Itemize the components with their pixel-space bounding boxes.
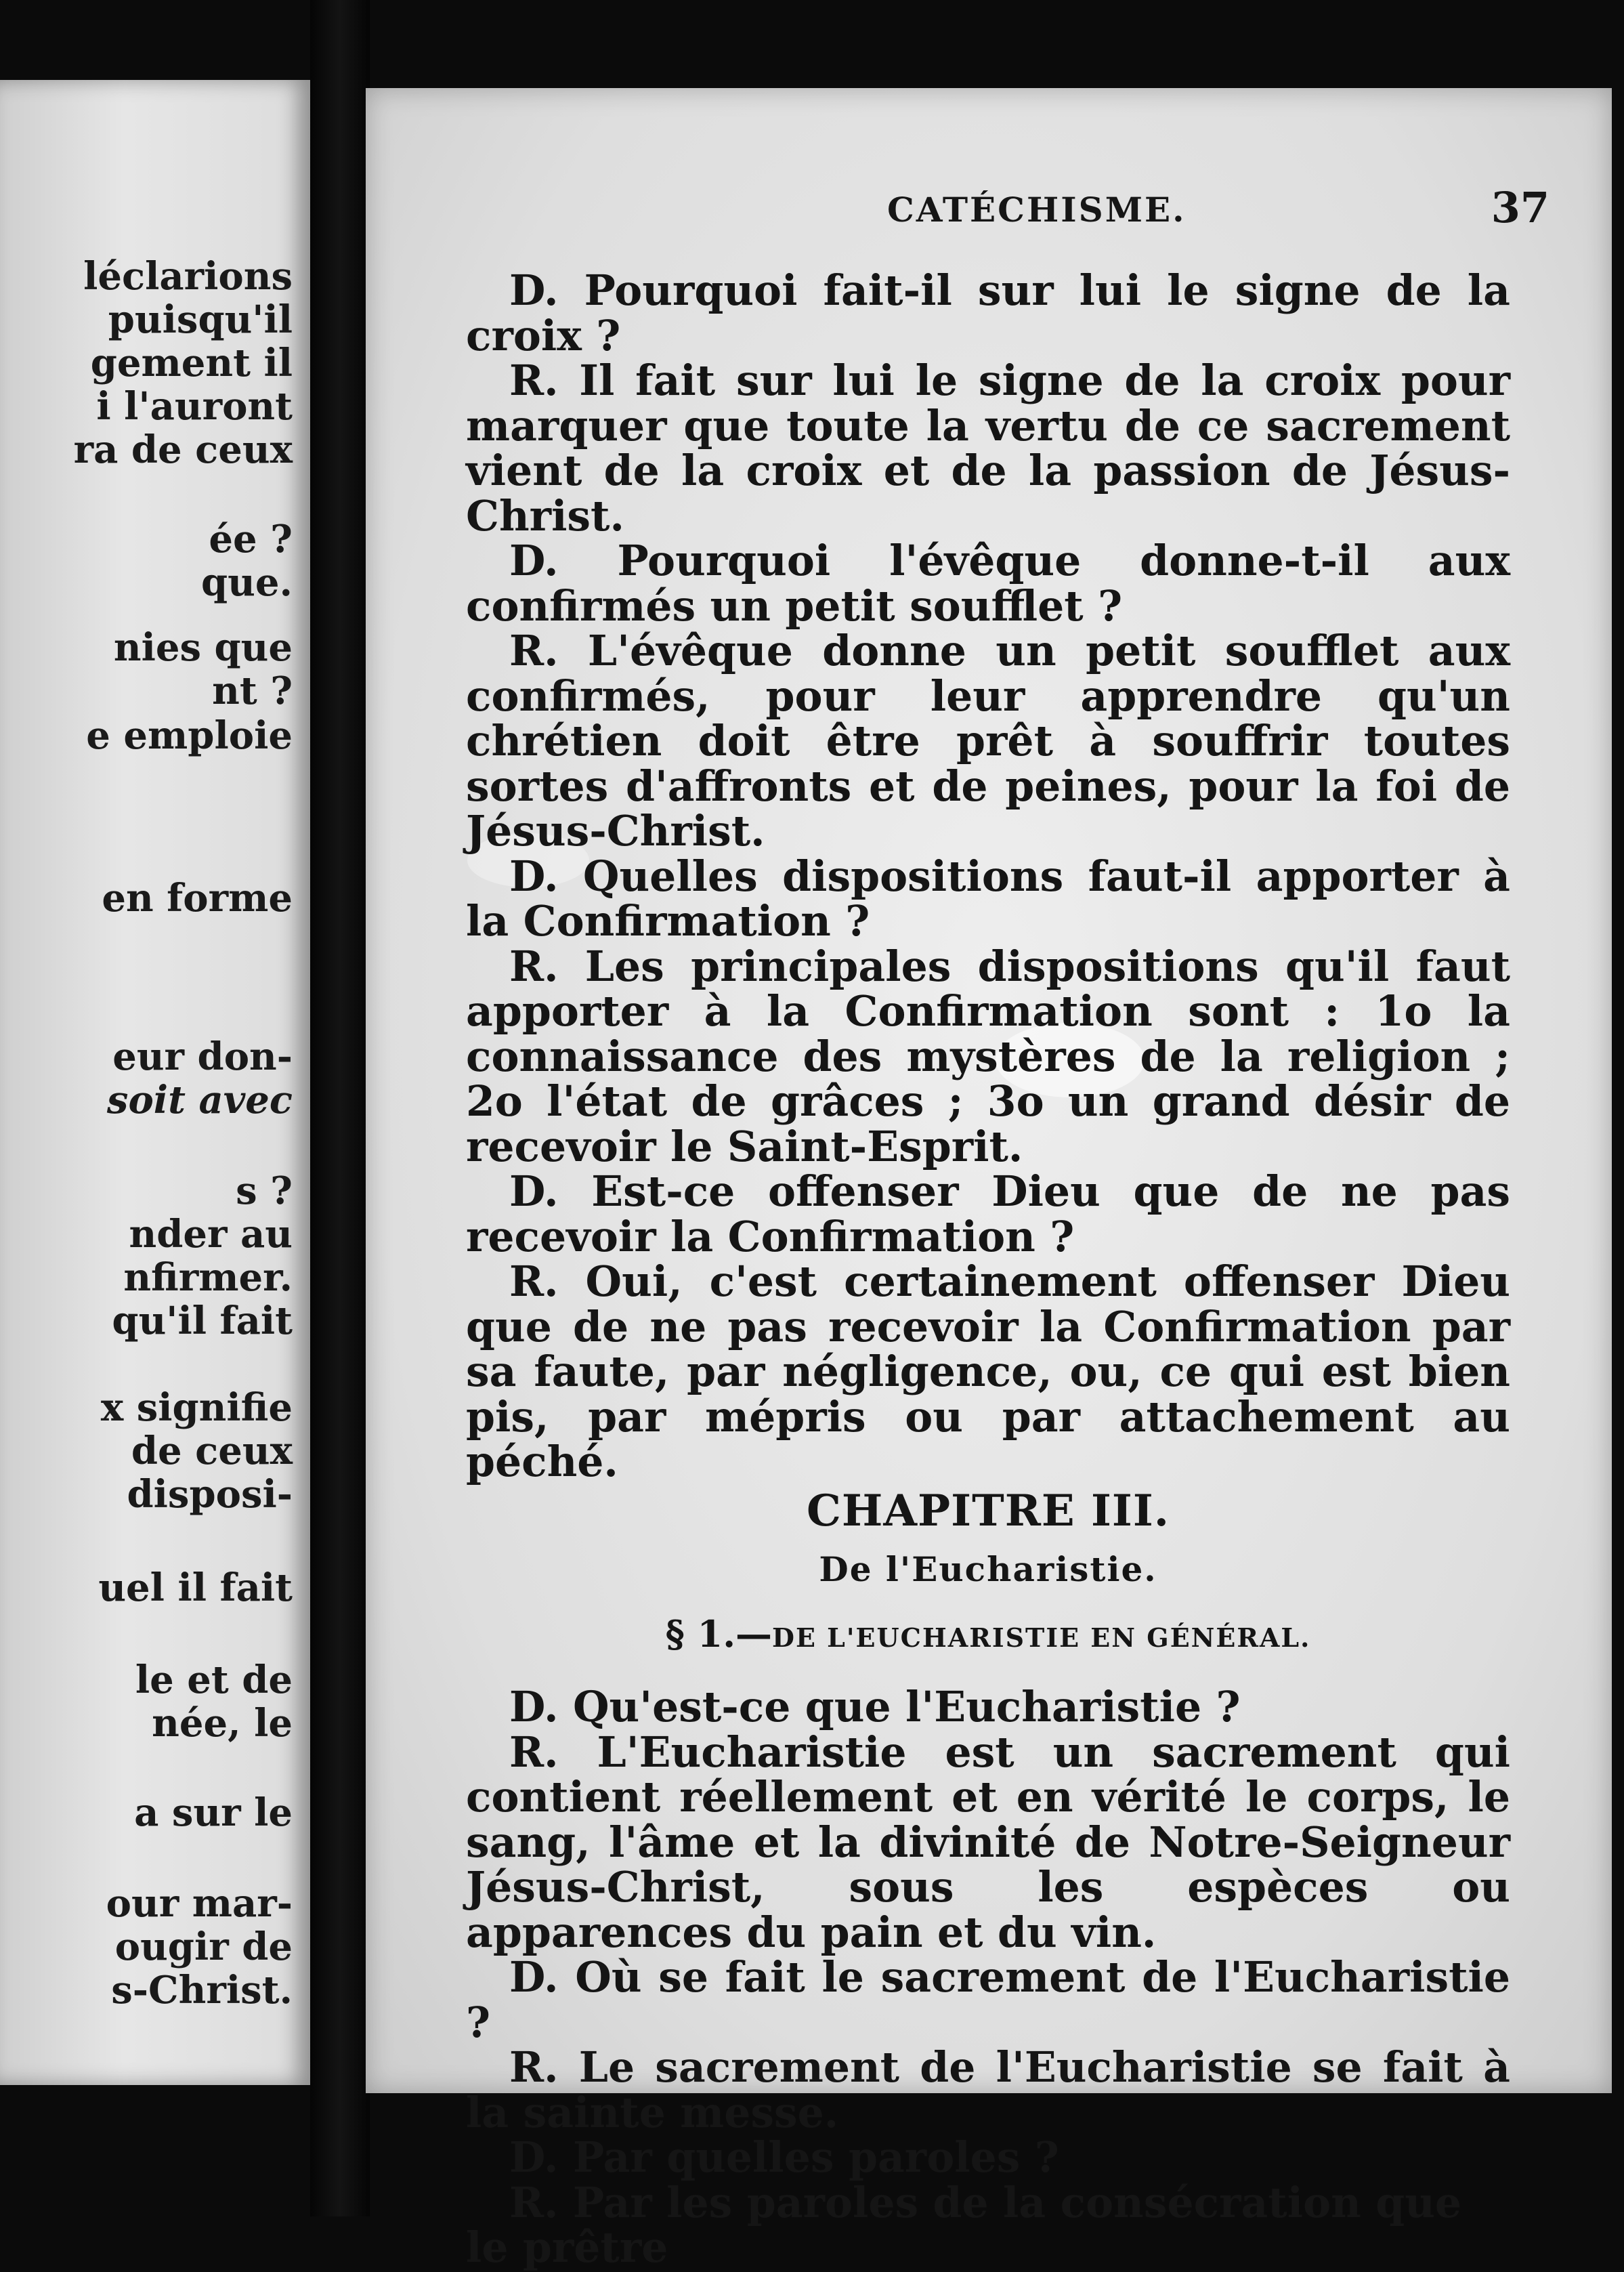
left-line: nder au: [129, 1212, 293, 1257]
paragraph: D. Qu'est-ce que l'Eucharistie ?: [509, 1682, 1241, 1731]
left-line: que.: [201, 560, 293, 605]
left-line: qu'il fait: [112, 1299, 293, 1343]
left-line: gement il: [90, 341, 293, 385]
left-line: disposi-: [127, 1472, 293, 1517]
left-line: our mar-: [106, 1881, 293, 1926]
paragraph: D. Par quelles paroles ?: [509, 2132, 1059, 2182]
left-line: nies que: [113, 625, 293, 670]
paragraph: R. Les principales dispositions qu'il faut apporter à la Confirmation sont : 1o la connaissance des mystères de la religion ; 2o l'état de grâces ; 3o un grand désir de recevoir le Saint-Esprit.: [466, 941, 1510, 1171]
paragraph: R. L'évêque donne un petit soufflet aux confirmés, pour leur apprendre qu'un chrétien doit être prêt à souffrir toutes sortes d'affronts et de peines, pour la foi de Jésus-Christ.: [466, 626, 1510, 856]
paragraph: D. Où se fait le sacrement de l'Eucharistie ?: [466, 1952, 1510, 2047]
chapter-subtitle: De l'Eucharistie.: [819, 1549, 1157, 1589]
paragraph: D. Pourquoi l'évêque donne-t-il aux confirmés un petit soufflet ?: [466, 536, 1510, 631]
catechism-text: [466, 268, 1510, 2271]
left-line: ra de ceux: [73, 427, 293, 472]
left-line: nfirmer.: [123, 1255, 293, 1300]
paragraph: R. Oui, c'est certainement offenser Dieu que de ne pas recevoir la Confirmation par sa faute, par négligence, ou, ce qui est bien pis, par mépris ou par attachement au péché.: [466, 1257, 1510, 1486]
left-line: léclarions: [83, 254, 293, 299]
paragraph: R. Il fait sur lui le signe de la croix pour marquer que toute la vertu de ce sacrement vient de la croix et de la passion de Jésus-Christ.: [466, 356, 1510, 541]
paragraph: D. Pourquoi fait-il sur lui le signe de la croix ?: [466, 266, 1510, 360]
paragraph: R. Le sacrement de l'Eucharistie se fait à la sainte messe.: [466, 2042, 1510, 2137]
left-line: s ?: [236, 1169, 293, 1213]
left-line: uel il fait: [98, 1565, 293, 1610]
book-gutter: [310, 0, 370, 2216]
section-title: DE L'EUCHARISTIE EN GÉNÉRAL.: [772, 1622, 1311, 1653]
paragraph: R. L'Eucharistie est un sacrement qui contient réellement et en vérité le corps, le sang, l'âme et la divinité de Notre-Seigneur Jésus-Christ, sous les espèces ou apparences du pain et du vin.: [466, 1727, 1510, 1957]
left-line: nt ?: [212, 669, 293, 713]
left-line: en forme: [102, 876, 293, 921]
section-number: § 1.—: [665, 1612, 773, 1656]
section-heading: [466, 1612, 1510, 1661]
page-number: 37: [1491, 183, 1550, 232]
left-line: i l'auront: [96, 384, 293, 429]
left-line: soit avec: [106, 1078, 293, 1122]
left-line: eur don-: [112, 1034, 293, 1079]
chapter-title: CHAPITRE III.: [806, 1485, 1170, 1536]
left-line: le et de: [135, 1658, 293, 1702]
paragraph: D. Est-ce offenser Dieu que de ne pas recevoir la Confirmation ?: [466, 1166, 1510, 1261]
left-line: puisqu'il: [108, 297, 293, 342]
left-line: ée ?: [209, 517, 293, 562]
left-line: x signifie: [100, 1385, 293, 1430]
right-page: [366, 88, 1612, 2272]
running-head: CATÉCHISME.: [887, 190, 1187, 230]
paragraph: R. Par les paroles de la consécration que le prêtre: [466, 2177, 1462, 2272]
left-line: e emploie: [86, 713, 293, 758]
left-line: a sur le: [134, 1790, 293, 1835]
left-line: de ceux: [131, 1429, 293, 1473]
left-page-fragment: [0, 80, 310, 2085]
left-line: ougir de: [114, 1924, 293, 1969]
left-line: s-Christ.: [111, 1968, 293, 2013]
left-line: née, le: [152, 1701, 293, 1746]
paragraph: D. Quelles dispositions faut-il apporter à la Confirmation ?: [466, 851, 1510, 946]
